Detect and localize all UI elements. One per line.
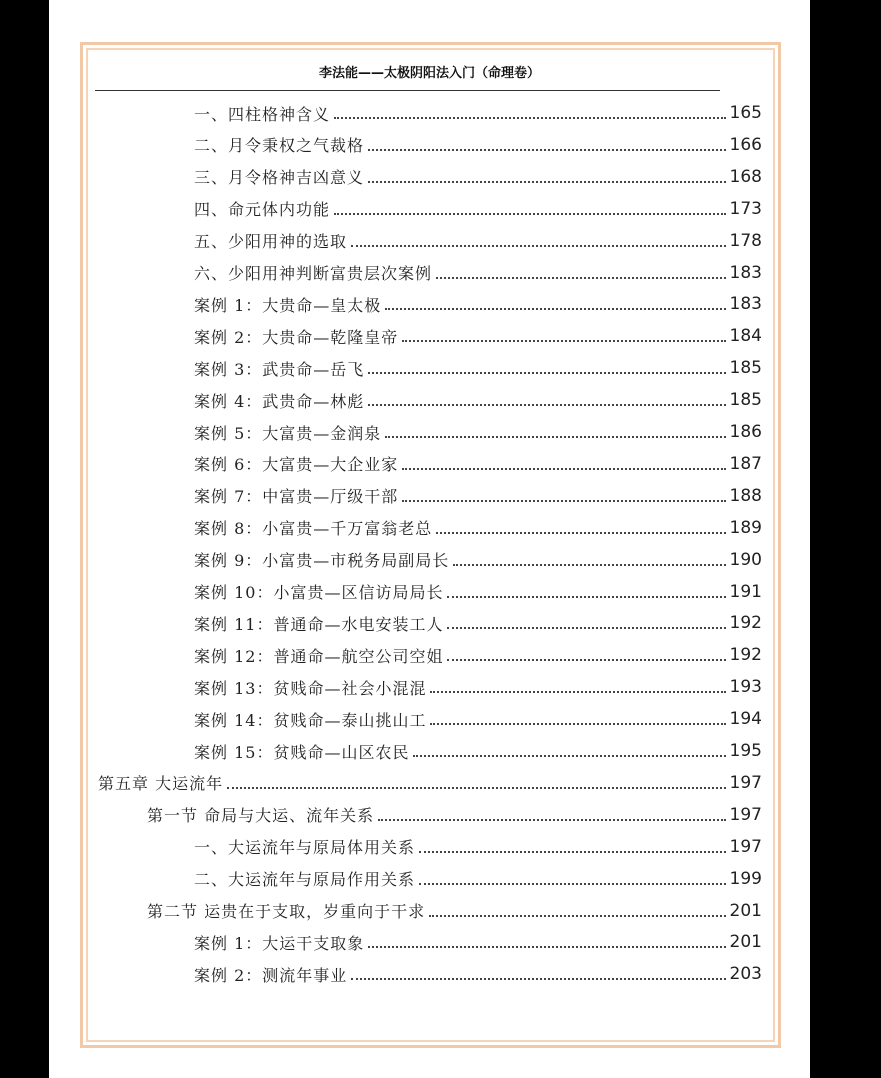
toc-entry-page-number: 197 xyxy=(729,804,762,825)
toc-entry[interactable] xyxy=(49,321,762,351)
dot-leader xyxy=(227,787,725,789)
toc-entry-title: 案例 1：大贵命—皇太极 xyxy=(194,295,382,315)
toc-entry-title: 案例 12：普通命—航空公司空姐 xyxy=(194,646,444,666)
toc-entry-page-number: 197 xyxy=(729,772,762,793)
dot-leader xyxy=(368,181,726,183)
toc-entry[interactable] xyxy=(49,800,762,830)
toc-entry-page-number: 166 xyxy=(729,134,762,155)
toc-entry-page-number: 183 xyxy=(729,294,762,315)
toc-entry[interactable] xyxy=(49,704,762,734)
toc-entry[interactable] xyxy=(49,130,762,160)
toc-entry[interactable] xyxy=(49,864,762,894)
toc-entry-title: 六、少阳用神判断富贵层次案例 xyxy=(194,264,433,283)
toc-entry-page-number: 187 xyxy=(729,453,762,474)
running-header: 李法能——太极阴阳法入门（命理卷） xyxy=(318,66,540,81)
toc-entry-title: 五、少阳用神的选取 xyxy=(194,232,348,252)
toc-entry[interactable] xyxy=(49,513,762,543)
dot-leader xyxy=(334,117,726,119)
toc-entry[interactable] xyxy=(49,353,762,383)
toc-entry-title: 案例 2：测流年事业 xyxy=(194,965,348,985)
toc-entry-title: 案例 9：小富贵—市税务局副局长 xyxy=(194,551,450,571)
toc-entry-page-number: 197 xyxy=(729,836,762,857)
toc-entry-title: 二、大运流年与原局作用关系 xyxy=(194,870,416,890)
toc-entry-title: 案例 14：贫贱命—泰山挑山工 xyxy=(194,710,427,730)
dot-leader xyxy=(447,596,725,598)
toc-entry[interactable] xyxy=(49,226,762,256)
dot-leader xyxy=(385,308,725,310)
toc-entry-page-number: 185 xyxy=(729,390,762,411)
toc-entry[interactable] xyxy=(49,927,762,957)
toc-entry-title: 案例 8：小富贵—千万富翁老总 xyxy=(194,519,433,539)
toc-entry[interactable] xyxy=(49,417,762,447)
toc-entry-title: 案例 4：武贵命—林彪 xyxy=(194,391,365,411)
dot-leader xyxy=(368,946,725,948)
toc-entry-page-number: 186 xyxy=(729,422,762,442)
toc-entry[interactable] xyxy=(49,481,762,511)
dot-leader xyxy=(453,564,725,566)
toc-entry-page-number: 194 xyxy=(729,709,762,730)
dot-leader xyxy=(368,149,726,151)
dot-leader xyxy=(413,755,725,757)
toc-entry-page-number: 191 xyxy=(729,581,762,602)
toc-entry-page-number: 188 xyxy=(729,485,762,506)
toc-entry[interactable] xyxy=(49,258,762,288)
toc-entry-page-number: 178 xyxy=(729,230,762,251)
toc-entry-title: 四、命元体内功能 xyxy=(194,200,331,220)
toc-entry-page-number: 192 xyxy=(729,613,762,634)
toc-entry[interactable] xyxy=(49,98,762,128)
toc-entry-page-number: 173 xyxy=(729,198,762,219)
toc-entry-title: 第一节 命局与大运、流年关系 xyxy=(147,806,375,826)
toc-entry-title: 案例 6：大富贵—大企业家 xyxy=(194,455,399,475)
toc-entry-page-number: 201 xyxy=(729,900,762,921)
toc-entry-title: 第二节 运贵在于支取，岁重向于干求 xyxy=(147,902,426,921)
dot-leader xyxy=(436,277,726,279)
dot-leader xyxy=(447,627,725,629)
toc-entry-page-number: 201 xyxy=(729,932,762,953)
toc-entry[interactable] xyxy=(49,640,762,670)
toc-entry[interactable] xyxy=(49,385,762,415)
dot-leader xyxy=(385,436,725,438)
dot-leader xyxy=(402,500,725,502)
toc-entry-page-number: 183 xyxy=(729,262,762,283)
toc-entry-page-number: 189 xyxy=(729,517,762,538)
toc-entry[interactable] xyxy=(49,832,762,862)
dot-leader xyxy=(402,340,725,342)
dot-leader xyxy=(430,691,725,693)
toc-entry[interactable] xyxy=(49,959,762,989)
toc-entry-title: 案例 5：大富贵—金润泉 xyxy=(194,423,382,443)
toc-entry-title: 案例 13：贫贱命—社会小混混 xyxy=(194,678,427,698)
toc-entry[interactable] xyxy=(49,672,762,702)
dot-leader xyxy=(430,723,725,725)
dot-leader xyxy=(351,978,725,980)
toc-entry-page-number: 190 xyxy=(729,549,762,570)
dot-leader xyxy=(368,404,725,406)
toc-entry-page-number: 185 xyxy=(729,358,762,379)
toc-entry-title: 二、月令秉权之气裁格 xyxy=(194,136,365,156)
dot-leader xyxy=(351,245,726,247)
toc-entry[interactable] xyxy=(49,577,762,607)
header-rule xyxy=(95,90,720,91)
toc-entry-title: 案例 15：贫贱命—山区农民 xyxy=(194,742,410,762)
dot-leader xyxy=(436,532,725,534)
toc-entry[interactable] xyxy=(49,449,762,479)
toc-entry[interactable] xyxy=(49,896,762,926)
dot-leader xyxy=(378,819,725,821)
toc-entry[interactable] xyxy=(49,162,762,192)
toc-entry-title: 案例 10：小富贵—区信访局局长 xyxy=(194,583,444,602)
toc-entry-page-number: 193 xyxy=(729,677,762,698)
toc-entry-title: 一、大运流年与原局体用关系 xyxy=(194,838,416,858)
dot-leader xyxy=(334,213,726,215)
toc-entry[interactable] xyxy=(49,736,762,766)
toc-entry[interactable] xyxy=(49,289,762,319)
dot-leader xyxy=(419,883,726,885)
toc-entry-title: 三、月令格神吉凶意义 xyxy=(194,168,365,188)
toc-entry-page-number: 168 xyxy=(729,166,762,187)
dot-leader xyxy=(419,851,726,853)
dot-leader xyxy=(368,372,725,374)
toc-entry-page-number: 203 xyxy=(729,964,762,985)
toc-entry-title: 一、四柱格神含义 xyxy=(194,104,331,124)
toc-entry-page-number: 199 xyxy=(729,868,762,889)
toc-entry-page-number: 192 xyxy=(729,645,762,666)
document-page xyxy=(49,0,810,1078)
toc-entry-page-number: 195 xyxy=(729,741,762,761)
toc-entry-title: 案例 7：中富贵—厅级干部 xyxy=(194,487,399,507)
toc-entry-title: 案例 11：普通命—水电安装工人 xyxy=(194,614,444,634)
toc-entry[interactable] xyxy=(49,608,762,638)
dot-leader xyxy=(429,915,725,917)
toc-entry-title: 第五章 大运流年 xyxy=(98,774,224,794)
toc-entry[interactable] xyxy=(49,768,762,798)
toc-entry-title: 案例 1：大运干支取象 xyxy=(194,933,365,953)
dot-leader xyxy=(447,659,725,661)
toc-entry[interactable] xyxy=(49,545,762,575)
toc-entry-page-number: 184 xyxy=(729,326,762,347)
toc-entry-title: 案例 2：大贵命—乾隆皇帝 xyxy=(194,327,399,347)
toc-entry-title: 案例 3：武贵命—岳飞 xyxy=(194,359,365,379)
toc-entry[interactable] xyxy=(49,194,762,224)
toc-entry-page-number: 165 xyxy=(729,103,762,123)
dot-leader xyxy=(402,468,725,470)
